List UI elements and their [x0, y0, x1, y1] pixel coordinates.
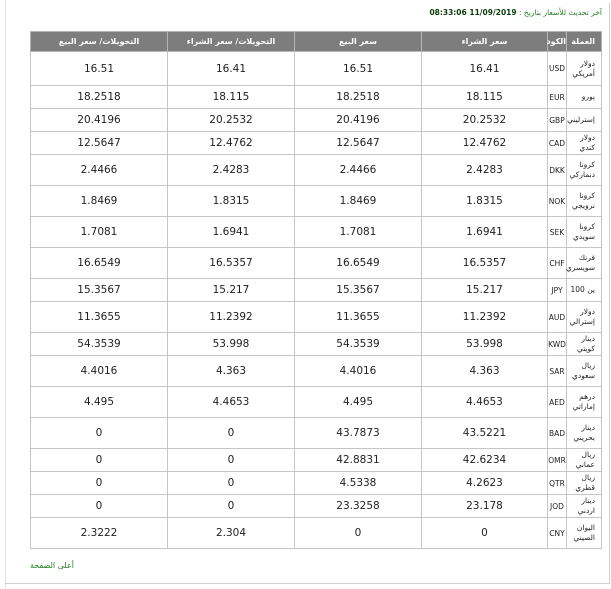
- transfer-buy-rate: 0: [168, 418, 295, 449]
- transfer-buy-rate: 2.4283: [168, 155, 295, 186]
- table-row: [31, 86, 602, 109]
- transfer-sell-rate: 11.3655: [31, 302, 168, 333]
- sell-rate: 16.51: [295, 52, 422, 86]
- currency-code: USD: [548, 52, 567, 86]
- sell-rate: 15.3567: [295, 279, 422, 302]
- currency-code: OMR: [548, 449, 567, 472]
- buy-rate: 20.2532: [422, 109, 548, 132]
- sell-rate: 18.2518: [295, 86, 422, 109]
- header-code: الكود: [548, 32, 567, 52]
- transfer-buy-rate: 4.4653: [168, 387, 295, 418]
- transfer-buy-rate: 18.115: [168, 86, 295, 109]
- transfer-sell-rate: 15.3567: [31, 279, 168, 302]
- currency-name: إسترليني: [567, 109, 602, 132]
- header-sell: سعر البيع: [295, 32, 422, 52]
- transfer-sell-rate: 2.3222: [31, 518, 168, 549]
- buy-rate: 0: [422, 518, 548, 549]
- buy-rate: 43.5221: [422, 418, 548, 449]
- transfer-sell-rate: 0: [31, 418, 168, 449]
- buy-rate: 23.178: [422, 495, 548, 518]
- last-update-label: آخر تحديث للأسعار بتاريخ :: [519, 8, 602, 17]
- currency-name: درهم إماراتي: [567, 387, 602, 418]
- header-currency: العملة: [567, 32, 602, 52]
- sell-rate: 1.8469: [295, 186, 422, 217]
- sell-rate: 12.5647: [295, 132, 422, 155]
- table-row: [31, 132, 602, 155]
- table-row: [31, 472, 602, 495]
- transfer-sell-rate: 18.2518: [31, 86, 168, 109]
- currency-name: دينار اردني: [567, 495, 602, 518]
- transfer-sell-rate: 2.4466: [31, 155, 168, 186]
- last-update-datetime: 11/09/2019 08:33:06: [429, 8, 517, 17]
- buy-rate: 1.6941: [422, 217, 548, 248]
- table-header-row: [31, 32, 602, 52]
- currency-name: ريال عماني: [567, 449, 602, 472]
- currency-name: فرنك سويسري: [567, 248, 602, 279]
- header-buy: سعر الشراء: [422, 32, 548, 52]
- header-transfer-sell: التحويلات/ سعر البيع: [31, 32, 168, 52]
- table-row: [31, 279, 602, 302]
- transfer-buy-rate: 0: [168, 495, 295, 518]
- transfer-sell-rate: 54.3539: [31, 333, 168, 356]
- currency-name: دولار إسترالي: [567, 302, 602, 333]
- transfer-sell-rate: 4.495: [31, 387, 168, 418]
- exchange-rates-table: [30, 31, 602, 549]
- buy-rate: 16.5357: [422, 248, 548, 279]
- buy-rate: 2.4283: [422, 155, 548, 186]
- currency-code: SAR: [548, 356, 567, 387]
- sell-rate: 4.495: [295, 387, 422, 418]
- sell-rate: 20.4196: [295, 109, 422, 132]
- currency-name: يورو: [567, 86, 602, 109]
- table-row: [31, 109, 602, 132]
- sell-rate: 43.7873: [295, 418, 422, 449]
- sell-rate: 16.6549: [295, 248, 422, 279]
- transfer-sell-rate: 0: [31, 472, 168, 495]
- sell-rate: 54.3539: [295, 333, 422, 356]
- table-row: [31, 155, 602, 186]
- table-row: [31, 387, 602, 418]
- table-row: [31, 356, 602, 387]
- transfer-buy-rate: 11.2392: [168, 302, 295, 333]
- currency-code: KWD: [548, 333, 567, 356]
- sell-rate: 1.7081: [295, 217, 422, 248]
- table-body: [31, 52, 602, 549]
- currency-name: دينار بحريني: [567, 418, 602, 449]
- transfer-buy-rate: 12.4762: [168, 132, 295, 155]
- buy-rate: 11.2392: [422, 302, 548, 333]
- table-row: [31, 217, 602, 248]
- transfer-buy-rate: 15.217: [168, 279, 295, 302]
- buy-rate: 4.4653: [422, 387, 548, 418]
- currency-name: كرونا دنماركي: [567, 155, 602, 186]
- transfer-sell-rate: 1.8469: [31, 186, 168, 217]
- currency-code: CNY: [548, 518, 567, 549]
- table-row: [31, 418, 602, 449]
- currency-code: AUD: [548, 302, 567, 333]
- sell-rate: 23.3258: [295, 495, 422, 518]
- table-row: [31, 302, 602, 333]
- last-update-line: [429, 8, 602, 17]
- transfer-buy-rate: 16.5357: [168, 248, 295, 279]
- buy-rate: 12.4762: [422, 132, 548, 155]
- buy-rate: 1.8315: [422, 186, 548, 217]
- transfer-buy-rate: 1.8315: [168, 186, 295, 217]
- transfer-sell-rate: 0: [31, 495, 168, 518]
- currency-code: DKK: [548, 155, 567, 186]
- currency-name: اليوان الصيني: [567, 518, 602, 549]
- currency-name: كرونا نرويجي: [567, 186, 602, 217]
- table-row: [31, 186, 602, 217]
- sell-rate: 0: [295, 518, 422, 549]
- table-row: [31, 518, 602, 549]
- sell-rate: 4.4016: [295, 356, 422, 387]
- buy-rate: 16.41: [422, 52, 548, 86]
- buy-rate: 53.998: [422, 333, 548, 356]
- currency-code: QTR: [548, 472, 567, 495]
- table-row: [31, 333, 602, 356]
- sell-rate: 42.8831: [295, 449, 422, 472]
- currency-code: AED: [548, 387, 567, 418]
- currency-code: JPY: [548, 279, 567, 302]
- transfer-buy-rate: 20.2532: [168, 109, 295, 132]
- transfer-buy-rate: 16.41: [168, 52, 295, 86]
- table-row: [31, 52, 602, 86]
- sell-rate: 2.4466: [295, 155, 422, 186]
- currency-code: BAD: [548, 418, 567, 449]
- buy-rate: 18.115: [422, 86, 548, 109]
- transfer-sell-rate: 0: [31, 449, 168, 472]
- back-to-top-link[interactable]: أعلى الصفحة: [30, 561, 74, 570]
- transfer-buy-rate: 1.6941: [168, 217, 295, 248]
- transfer-sell-rate: 12.5647: [31, 132, 168, 155]
- currency-code: CAD: [548, 132, 567, 155]
- transfer-buy-rate: 4.363: [168, 356, 295, 387]
- transfer-sell-rate: 4.4016: [31, 356, 168, 387]
- currency-code: JOD: [548, 495, 567, 518]
- buy-rate: 4.2623: [422, 472, 548, 495]
- table-row: [31, 495, 602, 518]
- table-row: [31, 449, 602, 472]
- transfer-buy-rate: 0: [168, 449, 295, 472]
- transfer-sell-rate: 20.4196: [31, 109, 168, 132]
- currency-code: NOK: [548, 186, 567, 217]
- sell-rate: 11.3655: [295, 302, 422, 333]
- transfer-buy-rate: 53.998: [168, 333, 295, 356]
- buy-rate: 4.363: [422, 356, 548, 387]
- buy-rate: 42.6234: [422, 449, 548, 472]
- transfer-sell-rate: 16.6549: [31, 248, 168, 279]
- currency-name: ين 100: [567, 279, 602, 302]
- header-transfer-buy: التحويلات/ سعر الشراء: [168, 32, 295, 52]
- currency-name: دولار أمريكي: [567, 52, 602, 86]
- currency-name: دينار كويتي: [567, 333, 602, 356]
- currency-name: ريال سعودي: [567, 356, 602, 387]
- transfer-sell-rate: 1.7081: [31, 217, 168, 248]
- transfer-sell-rate: 16.51: [31, 52, 168, 86]
- table-row: [31, 248, 602, 279]
- currency-code: EUR: [548, 86, 567, 109]
- currency-code: CHF: [548, 248, 567, 279]
- sell-rate: 4.5338: [295, 472, 422, 495]
- currency-code: GBP: [548, 109, 567, 132]
- currency-code: SEK: [548, 217, 567, 248]
- currency-name: ريال قطري: [567, 472, 602, 495]
- transfer-buy-rate: 0: [168, 472, 295, 495]
- currency-name: كرونا سويدي: [567, 217, 602, 248]
- buy-rate: 15.217: [422, 279, 548, 302]
- transfer-buy-rate: 2.304: [168, 518, 295, 549]
- currency-name: دولار كندي: [567, 132, 602, 155]
